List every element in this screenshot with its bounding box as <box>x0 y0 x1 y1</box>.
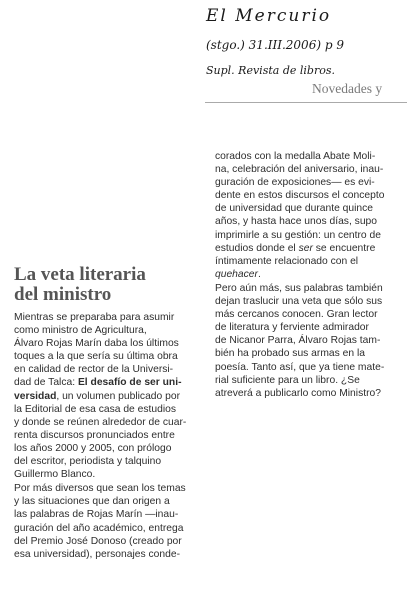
body-line: corados con la medalla Abate Moli- <box>215 151 376 162</box>
body-line: como ministro de Agricultura, <box>14 325 147 337</box>
body-line: los años 2000 y 2005, con prólogo <box>14 442 172 454</box>
body-line: guración de exposiciones— es evi- <box>215 177 375 189</box>
body-text: se encuentre <box>312 242 376 254</box>
body-line: Álvaro Rojas Marín daba los últimos <box>14 338 179 350</box>
body-line: la Editorial de esa casa de estudios <box>14 403 176 415</box>
body-text: , un volumen publicado por <box>56 390 181 402</box>
book-title: El desafío de ser uni- <box>77 377 182 389</box>
body-line: bién ha probado sus armas en la <box>215 348 365 360</box>
body-line: del escritor, periodista y talquino <box>14 456 162 468</box>
body-line <box>14 390 204 403</box>
body-text: dad de Talca: <box>14 377 78 389</box>
body-line: poesía. Tanto así, que ya tiene mate- <box>215 361 385 373</box>
body-line: de universidad que durante quince <box>215 203 374 215</box>
article-headline <box>14 265 204 305</box>
headline-line-1: La veta literaria <box>14 264 146 285</box>
body-line: imprimirle a su gestión: un centro de <box>215 229 381 241</box>
article-body-right-column <box>215 150 407 400</box>
body-line: renta discursos pronunciados entre <box>14 429 175 441</box>
body-line: de literatura y ferviente admirador <box>215 322 369 334</box>
section-label: Novedades y <box>312 81 383 96</box>
emphasis-ser: ser <box>298 242 313 254</box>
body-line: del Premio José Donoso (creado por <box>14 535 182 547</box>
body-line: rial suficiente para un libro. ¿Se <box>215 374 360 386</box>
body-line: Guillermo Blanco. <box>14 469 96 481</box>
body-line <box>215 242 407 255</box>
body-line: íntimamente relacionado con el <box>215 255 359 267</box>
headline-line-2: del ministro <box>14 284 112 305</box>
body-line: Mientras se preparaba para asumir <box>14 312 175 323</box>
body-line: dejan traslucir una veta que sólo sus <box>215 296 383 308</box>
article-body-left-column <box>14 311 204 561</box>
body-text: . <box>257 268 261 280</box>
body-line <box>14 376 204 389</box>
handwritten-newspaper-name: El Mercurio <box>206 6 332 26</box>
body-line: las palabras de Rojas Marín —inau- <box>14 509 179 521</box>
body-line: dente en estos discursos el concepto <box>215 190 385 202</box>
handwritten-date-page: (stgo.) 31.III.2006) p 9 <box>206 38 344 52</box>
body-line: guración del año académico, entrega <box>14 522 184 534</box>
body-line: esa universidad), personajes conde- <box>14 548 180 560</box>
body-line <box>215 268 407 281</box>
body-line: Pero aún más, sus palabras también <box>215 282 383 294</box>
book-title-end: versidad <box>14 390 57 402</box>
section-divider <box>205 102 407 103</box>
body-line: y donde se reúnen alrededor de cuar- <box>14 416 187 428</box>
body-line: en calidad de rector de la Universi- <box>14 364 174 376</box>
handwritten-supplement: Supl. Revista de libros. <box>206 64 335 77</box>
body-line: Por más diversos que sean los temas <box>14 483 186 495</box>
body-line: más cercanos conocen. Gran lector <box>215 309 378 321</box>
body-line: y las situaciones que dan origen a <box>14 496 170 508</box>
body-line: atreverá a publicarlo como Ministro? <box>215 387 381 399</box>
body-line: de Nicanor Parra, Álvaro Rojas tam- <box>215 335 381 347</box>
emphasis-quehacer: quehacer <box>215 268 258 280</box>
body-line: na, celebración del aniversario, inau- <box>215 164 384 176</box>
body-line: años, y hasta hace unos días, supo <box>215 216 378 228</box>
body-text: estudios donde el <box>215 242 299 254</box>
body-line: toques a la que sería su última obra <box>14 351 178 363</box>
